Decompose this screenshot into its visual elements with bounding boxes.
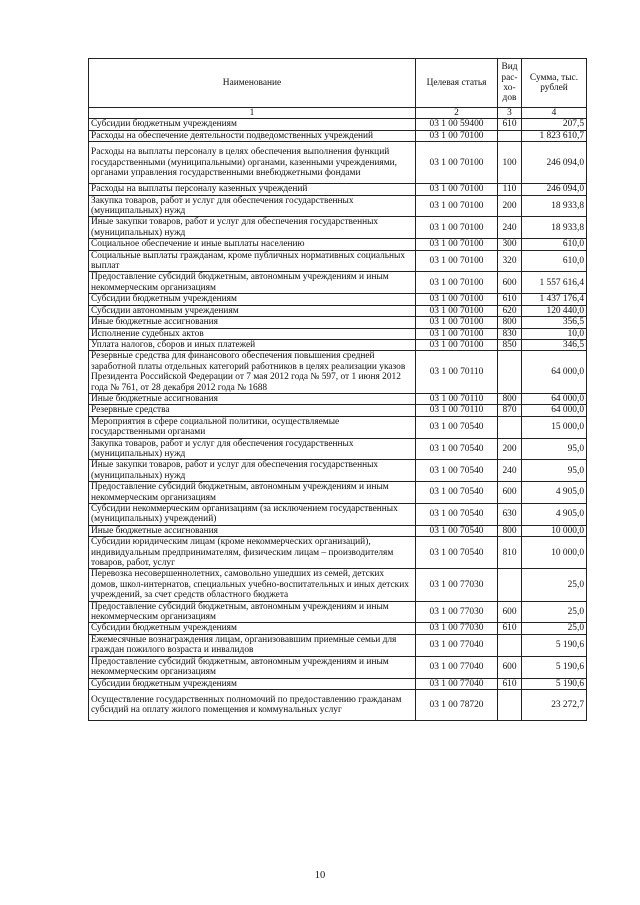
row-name: Субсидии юридическим лицам (кроме некоммерческих организаций), индивидуальным предпринимателям, физическим лицам – производителям товаров, работ, услуг [89, 537, 416, 569]
row-name: Субсидии некоммерческим организациям (за исключением государственных (муниципальных) учреждений) [89, 504, 416, 526]
page-number: 10 [314, 870, 326, 881]
row-sum: 15 000,0 [522, 416, 587, 438]
row-code: 03 1 00 70540 [416, 504, 498, 526]
row-code: 03 1 00 70540 [416, 438, 498, 460]
row-code: 03 1 00 70100 [416, 130, 498, 141]
row-type: 300 [498, 239, 522, 250]
table-row [89, 623, 587, 634]
row-type: 200 [498, 438, 522, 460]
row-code: 03 1 00 70100 [416, 184, 498, 195]
row-sum: 64 000,0 [522, 351, 587, 394]
row-name: Закупка товаров, работ и услуг для обеспечения государственных (муниципальных) нужд [89, 195, 416, 217]
row-code: 03 1 00 78720 [416, 689, 498, 720]
row-sum: 64 000,0 [522, 393, 587, 404]
table-row [89, 537, 587, 569]
row-name: Иные закупки товаров, работ и услуг для обеспечения государственных (муниципальных) нужд [89, 217, 416, 239]
row-name: Предоставление субсидий бюджетным, автономным учреждениям и иным некоммерческим организациям [89, 656, 416, 678]
row-type [498, 416, 522, 438]
row-type [498, 351, 522, 394]
row-sum: 346,5 [522, 339, 587, 350]
row-code: 03 1 00 70540 [416, 416, 498, 438]
row-name: Расходы на обеспечение деятельности подведомственных учреждений [89, 130, 416, 141]
table-row [89, 482, 587, 504]
column-number-row [89, 108, 587, 119]
row-type: 610 [498, 119, 522, 130]
table-row [89, 294, 587, 305]
row-sum: 4 905,0 [522, 504, 587, 526]
table-row [89, 460, 587, 482]
row-type: 110 [498, 184, 522, 195]
row-type: 800 [498, 525, 522, 536]
row-name: Социальные выплаты гражданам, кроме публичных нормативных социальных выплат [89, 250, 416, 272]
row-type: 830 [498, 328, 522, 339]
row-name: Закупка товаров, работ и услуг для обеспечения государственных (муниципальных) нужд [89, 438, 416, 460]
row-name: Резервные средства для финансового обеспечения повышения средней заработной платы отдельных категорий работников в целях реализации указов Президента Российской Федерации от 7 мая 2012 года № 597, от 1 июня 2012 года № 761, от 28 декабря 2012 года № 1688 [89, 351, 416, 394]
row-sum: 356,5 [522, 317, 587, 328]
row-type: 610 [498, 623, 522, 634]
row-sum: 64 000,0 [522, 405, 587, 416]
table-row [89, 405, 587, 416]
row-code: 03 1 00 77030 [416, 569, 498, 601]
table-row [89, 305, 587, 316]
row-type: 240 [498, 460, 522, 482]
row-type: 870 [498, 405, 522, 416]
row-sum: 5 190,6 [522, 656, 587, 678]
row-name: Субсидии бюджетным учреждениям [89, 623, 416, 634]
table-row [89, 317, 587, 328]
table-row [89, 525, 587, 536]
row-name: Субсидии автономным учреждениям [89, 305, 416, 316]
row-type: 800 [498, 317, 522, 328]
row-sum: 25,0 [522, 623, 587, 634]
row-name: Иные бюджетные ассигнования [89, 393, 416, 404]
row-code: 03 1 00 70100 [416, 294, 498, 305]
row-code: 03 1 00 70110 [416, 405, 498, 416]
header-type: Вид рас-хо-дов [498, 59, 522, 108]
row-code: 03 1 00 70100 [416, 195, 498, 217]
row-name: Перевозка несовершеннолетних, самовольно ушедших из семей, детских домов, школ-интернатов, специальных учебно-воспитательных и иных детских учреждений, за счет средств областного бюджета [89, 569, 416, 601]
row-code: 03 1 00 70100 [416, 272, 498, 294]
row-sum: 5 190,6 [522, 634, 587, 656]
row-sum: 10,0 [522, 328, 587, 339]
table-row [89, 569, 587, 601]
row-name: Предоставление субсидий бюджетным, автономным учреждениям и иным некоммерческим организациям [89, 601, 416, 623]
table-row [89, 504, 587, 526]
row-code: 03 1 00 70110 [416, 393, 498, 404]
row-name: Расходы на выплаты персоналу казенных учреждений [89, 184, 416, 195]
budget-table [88, 58, 587, 721]
table-row [89, 239, 587, 250]
column-number: 2 [416, 108, 498, 119]
header-name: Наименование [89, 59, 416, 108]
row-sum: 18 933,8 [522, 217, 587, 239]
row-code: 03 1 00 70540 [416, 537, 498, 569]
row-code: 03 1 00 77040 [416, 656, 498, 678]
row-type: 320 [498, 250, 522, 272]
row-sum: 1 437 176,4 [522, 294, 587, 305]
row-code: 03 1 00 70100 [416, 142, 498, 184]
table-row [89, 142, 587, 184]
row-sum: 25,0 [522, 601, 587, 623]
table-row [89, 656, 587, 678]
row-type: 610 [498, 294, 522, 305]
row-sum: 120 440,0 [522, 305, 587, 316]
row-type [498, 689, 522, 720]
row-type [498, 569, 522, 601]
row-sum: 610,0 [522, 239, 587, 250]
row-name: Предоставление субсидий бюджетным, автономным учреждениям и иным некоммерческим организациям [89, 482, 416, 504]
table-header-row [89, 59, 587, 108]
row-code: 03 1 00 70100 [416, 239, 498, 250]
header-code: Целевая статья [416, 59, 498, 108]
column-number: 3 [498, 108, 522, 119]
row-sum: 246 094,0 [522, 142, 587, 184]
table-row [89, 250, 587, 272]
row-name: Расходы на выплаты персоналу в целях обеспечения выполнения функций государственными (муниципальными) органами, казенными учреждениями, органами управления государственными внебюджетными фондами [89, 142, 416, 184]
table-row [89, 438, 587, 460]
table-row [89, 272, 587, 294]
row-sum: 1 557 616,4 [522, 272, 587, 294]
row-sum: 207,5 [522, 119, 587, 130]
table-row [89, 328, 587, 339]
column-number: 4 [522, 108, 587, 119]
column-number: 1 [89, 108, 416, 119]
row-code: 03 1 00 77040 [416, 634, 498, 656]
row-type: 810 [498, 537, 522, 569]
row-name: Субсидии бюджетным учреждениям [89, 294, 416, 305]
row-type: 240 [498, 217, 522, 239]
row-sum: 95,0 [522, 438, 587, 460]
row-name: Ежемесячные вознаграждения лицам, организовавшим приемные семьи для граждан пожилого возраста и инвалидов [89, 634, 416, 656]
row-code: 03 1 00 70540 [416, 460, 498, 482]
row-sum: 95,0 [522, 460, 587, 482]
row-type: 600 [498, 656, 522, 678]
row-sum: 23 272,7 [522, 689, 587, 720]
row-name: Субсидии бюджетным учреждениям [89, 119, 416, 130]
row-code: 03 1 00 77030 [416, 623, 498, 634]
row-code: 03 1 00 70540 [416, 482, 498, 504]
row-name: Субсидии бюджетным учреждениям [89, 678, 416, 689]
table-row [89, 217, 587, 239]
row-code: 03 1 00 70100 [416, 339, 498, 350]
table-row [89, 601, 587, 623]
row-type: 600 [498, 601, 522, 623]
row-name: Социальное обеспечение и иные выплаты населению [89, 239, 416, 250]
row-code: 03 1 00 70100 [416, 250, 498, 272]
table-row [89, 634, 587, 656]
row-name: Иные закупки товаров, работ и услуг для обеспечения государственных (муниципальных) нужд [89, 460, 416, 482]
table-row [89, 195, 587, 217]
row-type: 600 [498, 272, 522, 294]
table-row [89, 416, 587, 438]
table-row [89, 393, 587, 404]
row-type [498, 634, 522, 656]
row-name: Мероприятия в сфере социальной политики, осуществляемые государственными органами [89, 416, 416, 438]
row-code: 03 1 00 70100 [416, 328, 498, 339]
row-type: 800 [498, 393, 522, 404]
row-sum: 25,0 [522, 569, 587, 601]
table-row [89, 689, 587, 720]
row-code: 03 1 00 59400 [416, 119, 498, 130]
table-row [89, 351, 587, 394]
row-name: Исполнение судебных актов [89, 328, 416, 339]
table-row [89, 119, 587, 130]
table-row [89, 184, 587, 195]
row-type: 200 [498, 195, 522, 217]
row-code: 03 1 00 70100 [416, 217, 498, 239]
row-sum: 610,0 [522, 250, 587, 272]
row-sum: 246 094,0 [522, 184, 587, 195]
row-sum: 4 905,0 [522, 482, 587, 504]
row-name: Иные бюджетные ассигнования [89, 317, 416, 328]
row-name: Уплата налогов, сборов и иных платежей [89, 339, 416, 350]
row-sum: 10 000,0 [522, 525, 587, 536]
row-sum: 10 000,0 [522, 537, 587, 569]
row-code: 03 1 00 70100 [416, 305, 498, 316]
row-code: 03 1 00 70100 [416, 317, 498, 328]
row-code: 03 1 00 70110 [416, 351, 498, 394]
row-code: 03 1 00 70540 [416, 525, 498, 536]
row-name: Предоставление субсидий бюджетным, автономным учреждениям и иным некоммерческим организациям [89, 272, 416, 294]
row-type [498, 130, 522, 141]
row-type: 620 [498, 305, 522, 316]
table-row [89, 339, 587, 350]
row-type: 850 [498, 339, 522, 350]
row-name: Резервные средства [89, 405, 416, 416]
row-sum: 1 823 610,7 [522, 130, 587, 141]
row-name: Осуществление государственных полномочий по предоставлению гражданам субсидий на оплату жилого помещения и коммунальных услуг [89, 689, 416, 720]
row-name: Иные бюджетные ассигнования [89, 525, 416, 536]
row-sum: 18 933,8 [522, 195, 587, 217]
row-code: 03 1 00 77030 [416, 601, 498, 623]
row-code: 03 1 00 77040 [416, 678, 498, 689]
header-sum: Сумма, тыс. рублей [522, 59, 587, 108]
row-type: 100 [498, 142, 522, 184]
row-sum: 5 190,6 [522, 678, 587, 689]
row-type: 600 [498, 482, 522, 504]
row-type: 610 [498, 678, 522, 689]
row-type: 630 [498, 504, 522, 526]
table-row [89, 130, 587, 141]
table-row [89, 678, 587, 689]
